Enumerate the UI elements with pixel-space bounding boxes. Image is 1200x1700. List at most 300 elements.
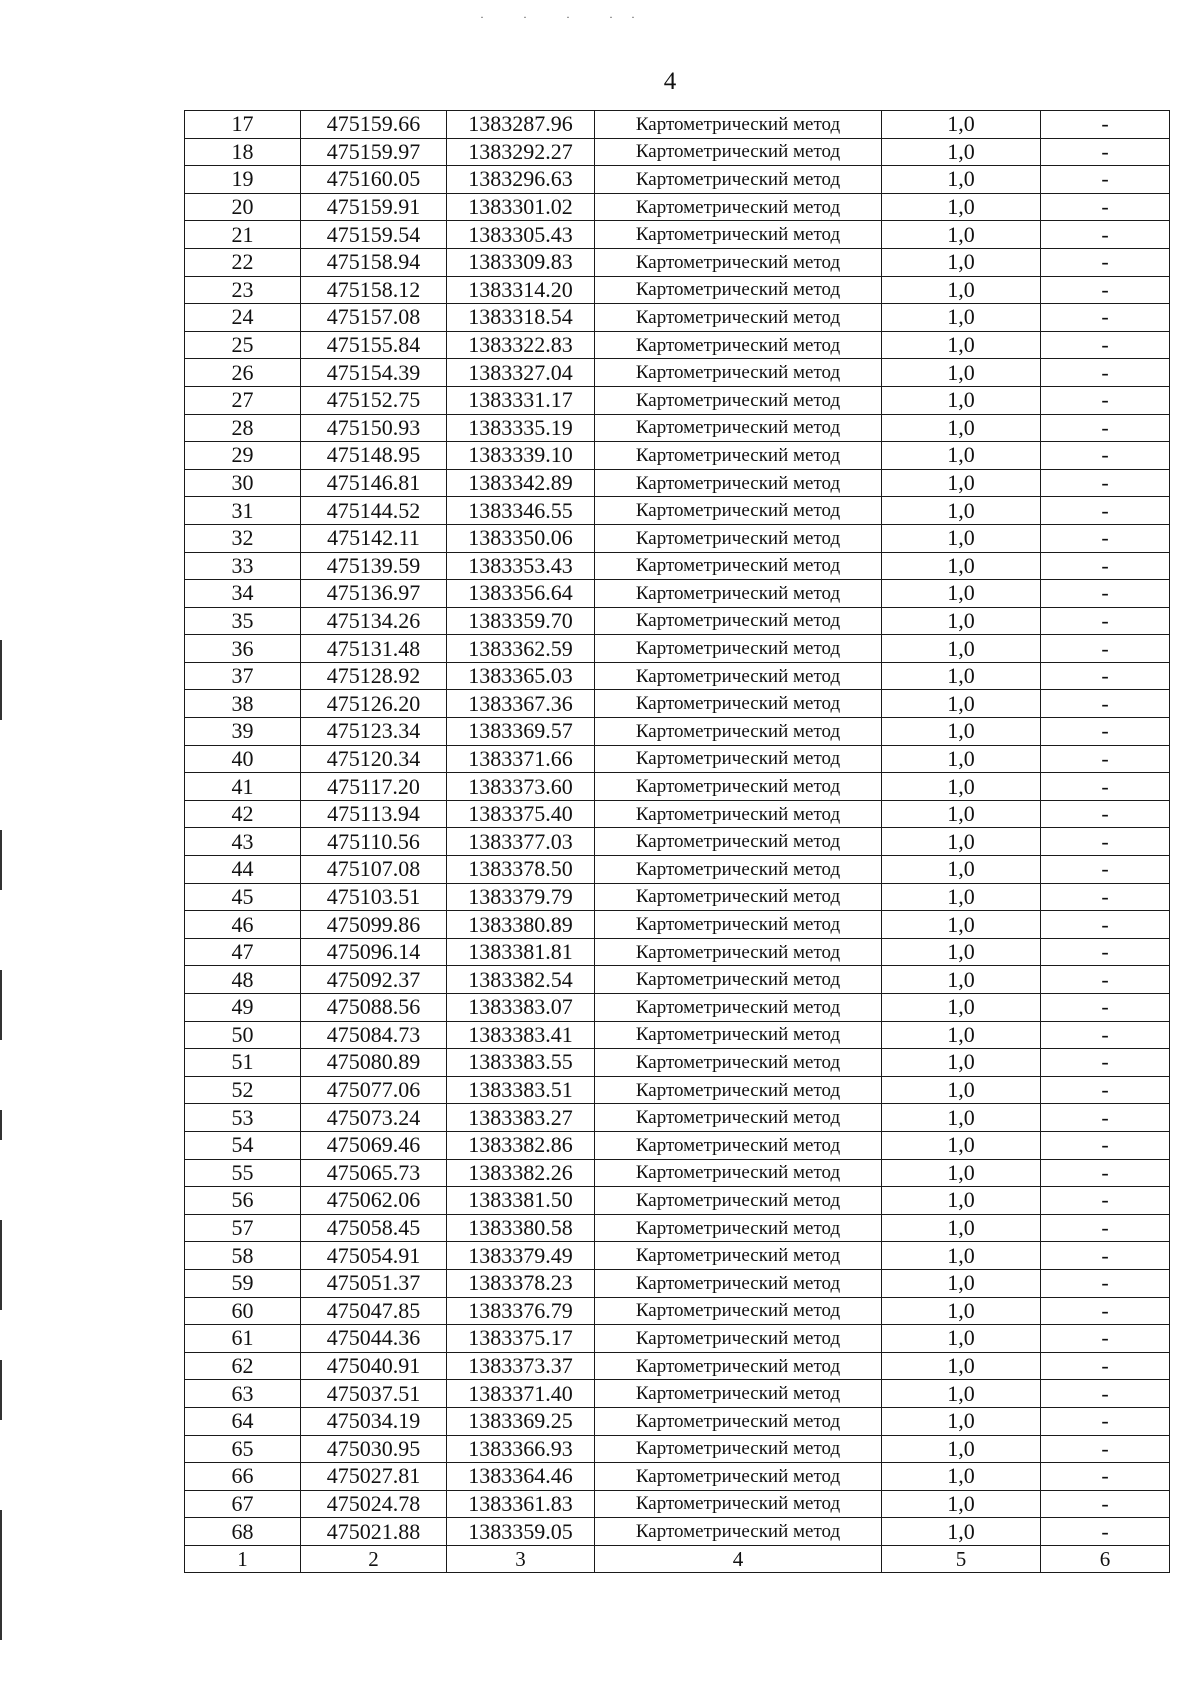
accuracy: 1,0 [882,966,1041,994]
determination-method: Картометрический метод [595,994,882,1022]
determination-method: Картометрический метод [595,1214,882,1242]
accuracy: 1,0 [882,193,1041,221]
determination-method: Картометрический метод [595,111,882,139]
point-number: 33 [185,552,301,580]
point-number: 58 [185,1242,301,1270]
determination-method: Картометрический метод [595,166,882,194]
coordinate-y: 1383371.66 [447,745,595,773]
point-number: 60 [185,1297,301,1325]
note: - [1041,607,1170,635]
note: - [1041,1380,1170,1408]
coordinate-y: 1383327.04 [447,359,595,387]
point-number: 30 [185,469,301,497]
determination-method: Картометрический метод [595,552,882,580]
point-number: 48 [185,966,301,994]
table-row [185,524,1170,552]
coordinate-x: 475160.05 [301,166,447,194]
coordinate-y: 1383335.19 [447,414,595,442]
accuracy: 1,0 [882,1187,1041,1215]
note: - [1041,1435,1170,1463]
accuracy: 1,0 [882,111,1041,139]
coordinate-x: 475159.66 [301,111,447,139]
point-number: 47 [185,938,301,966]
accuracy: 1,0 [882,800,1041,828]
determination-method: Картометрический метод [595,524,882,552]
accuracy: 1,0 [882,1021,1041,1049]
determination-method: Картометрический метод [595,883,882,911]
scan-artifact: · · · ·· [480,10,653,24]
note: - [1041,1325,1170,1353]
coordinate-x: 475058.45 [301,1214,447,1242]
determination-method: Картометрический метод [595,414,882,442]
note: - [1041,442,1170,470]
table-row [185,414,1170,442]
coordinate-y: 1383382.54 [447,966,595,994]
point-number: 54 [185,1131,301,1159]
table-row [185,883,1170,911]
accuracy: 1,0 [882,1490,1041,1518]
determination-method: Картометрический метод [595,1269,882,1297]
coordinate-y: 1383378.50 [447,856,595,884]
coordinate-y: 1383359.05 [447,1518,595,1546]
table-row [185,1104,1170,1132]
accuracy: 1,0 [882,607,1041,635]
point-number: 46 [185,911,301,939]
table-row [185,221,1170,249]
table-row [185,552,1170,580]
determination-method: Картометрический метод [595,359,882,387]
determination-method: Картометрический метод [595,1159,882,1187]
determination-method: Картометрический метод [595,966,882,994]
coordinate-x: 475040.91 [301,1352,447,1380]
note: - [1041,1407,1170,1435]
table-row [185,166,1170,194]
coordinate-x: 475139.59 [301,552,447,580]
coordinate-x: 475120.34 [301,745,447,773]
accuracy: 1,0 [882,469,1041,497]
coordinate-y: 1383350.06 [447,524,595,552]
determination-method: Картометрический метод [595,911,882,939]
coordinate-x: 475099.86 [301,911,447,939]
note: - [1041,635,1170,663]
note: - [1041,1187,1170,1215]
table-row [185,1352,1170,1380]
note: - [1041,662,1170,690]
coordinate-x: 475096.14 [301,938,447,966]
coordinate-x: 475062.06 [301,1187,447,1215]
table-row [185,276,1170,304]
coordinate-x: 475110.56 [301,828,447,856]
coordinate-x: 475142.11 [301,524,447,552]
accuracy: 1,0 [882,1214,1041,1242]
note: - [1041,966,1170,994]
note: - [1041,994,1170,1022]
point-number: 19 [185,166,301,194]
coordinate-y: 1383373.60 [447,773,595,801]
determination-method: Картометрический метод [595,773,882,801]
determination-method: Картометрический метод [595,193,882,221]
determination-method: Картометрический метод [595,1380,882,1408]
coordinate-y: 1383375.17 [447,1325,595,1353]
accuracy: 1,0 [882,1049,1041,1077]
table-row [185,469,1170,497]
determination-method: Картометрический метод [595,856,882,884]
coordinate-y: 1383365.03 [447,662,595,690]
determination-method: Картометрический метод [595,938,882,966]
note: - [1041,773,1170,801]
coordinate-y: 1383369.25 [447,1407,595,1435]
coordinate-y: 1383371.40 [447,1380,595,1408]
coordinate-x: 475159.54 [301,221,447,249]
coordinate-y: 1383377.03 [447,828,595,856]
note: - [1041,497,1170,525]
point-number: 20 [185,193,301,221]
note: - [1041,1490,1170,1518]
column-number: 3 [447,1545,595,1573]
coordinate-x: 475088.56 [301,994,447,1022]
accuracy: 1,0 [882,718,1041,746]
coordinate-x: 475158.94 [301,248,447,276]
coordinate-x: 475027.81 [301,1463,447,1491]
coordinate-x: 475158.12 [301,276,447,304]
note: - [1041,1297,1170,1325]
coordinate-x: 475148.95 [301,442,447,470]
determination-method: Картометрический метод [595,304,882,332]
point-number: 51 [185,1049,301,1077]
coordinate-x: 475037.51 [301,1380,447,1408]
table-row [185,1214,1170,1242]
coordinate-y: 1383296.63 [447,166,595,194]
coordinate-y: 1383292.27 [447,138,595,166]
note: - [1041,1049,1170,1077]
coordinate-y: 1383373.37 [447,1352,595,1380]
determination-method: Картометрический метод [595,1518,882,1546]
table-body [185,111,1170,1546]
accuracy: 1,0 [882,938,1041,966]
point-number: 24 [185,304,301,332]
coordinate-x: 475159.97 [301,138,447,166]
column-number: 1 [185,1545,301,1573]
point-number: 45 [185,883,301,911]
coordinate-y: 1383314.20 [447,276,595,304]
table-row [185,800,1170,828]
table-row [185,1463,1170,1491]
coordinate-y: 1383383.41 [447,1021,595,1049]
determination-method: Картометрический метод [595,580,882,608]
coordinate-x: 475146.81 [301,469,447,497]
coordinates-table [184,110,1170,1573]
coordinate-y: 1383381.50 [447,1187,595,1215]
accuracy: 1,0 [882,883,1041,911]
coordinate-y: 1383364.46 [447,1463,595,1491]
table-row [185,690,1170,718]
determination-method: Картометрический метод [595,1407,882,1435]
accuracy: 1,0 [882,1380,1041,1408]
accuracy: 1,0 [882,1325,1041,1353]
coordinate-y: 1383379.49 [447,1242,595,1270]
accuracy: 1,0 [882,552,1041,580]
accuracy: 1,0 [882,414,1041,442]
coordinate-y: 1383381.81 [447,938,595,966]
coordinate-x: 475030.95 [301,1435,447,1463]
determination-method: Картометрический метод [595,690,882,718]
table-row [185,193,1170,221]
note: - [1041,359,1170,387]
note: - [1041,1159,1170,1187]
point-number: 18 [185,138,301,166]
coordinate-y: 1383361.83 [447,1490,595,1518]
table-row [185,1435,1170,1463]
coordinate-x: 475154.39 [301,359,447,387]
determination-method: Картометрический метод [595,718,882,746]
point-number: 17 [185,111,301,139]
determination-method: Картометрический метод [595,1049,882,1077]
table-row [185,1131,1170,1159]
coordinate-x: 475134.26 [301,607,447,635]
note: - [1041,221,1170,249]
accuracy: 1,0 [882,331,1041,359]
note: - [1041,745,1170,773]
coordinate-x: 475065.73 [301,1159,447,1187]
determination-method: Картометрический метод [595,442,882,470]
accuracy: 1,0 [882,1269,1041,1297]
point-number: 35 [185,607,301,635]
coordinate-y: 1383331.17 [447,386,595,414]
column-number: 5 [882,1545,1041,1573]
coordinate-y: 1383379.79 [447,883,595,911]
coordinate-x: 475152.75 [301,386,447,414]
point-number: 26 [185,359,301,387]
coordinate-x: 475092.37 [301,966,447,994]
accuracy: 1,0 [882,1242,1041,1270]
coordinate-x: 475126.20 [301,690,447,718]
point-number: 61 [185,1325,301,1353]
table-row [185,607,1170,635]
coordinate-x: 475077.06 [301,1076,447,1104]
accuracy: 1,0 [882,773,1041,801]
determination-method: Картометрический метод [595,1104,882,1132]
coordinate-x: 475123.34 [301,718,447,746]
coordinate-x: 475034.19 [301,1407,447,1435]
point-number: 63 [185,1380,301,1408]
point-number: 28 [185,414,301,442]
coordinate-y: 1383383.07 [447,994,595,1022]
coordinate-x: 475150.93 [301,414,447,442]
coordinate-x: 475073.24 [301,1104,447,1132]
table-row [185,138,1170,166]
table-row [185,1187,1170,1215]
coordinate-x: 475054.91 [301,1242,447,1270]
coordinate-y: 1383380.58 [447,1214,595,1242]
coordinate-x: 475084.73 [301,1021,447,1049]
note: - [1041,856,1170,884]
coordinate-y: 1383301.02 [447,193,595,221]
table-row [185,1407,1170,1435]
coordinate-x: 475047.85 [301,1297,447,1325]
note: - [1041,580,1170,608]
page-number: 4 [663,68,677,95]
determination-method: Картометрический метод [595,1131,882,1159]
coordinate-y: 1383375.40 [447,800,595,828]
determination-method: Картометрический метод [595,1435,882,1463]
point-number: 25 [185,331,301,359]
determination-method: Картометрический метод [595,1187,882,1215]
coordinate-y: 1383366.93 [447,1435,595,1463]
coordinate-y: 1383378.23 [447,1269,595,1297]
table-row [185,1380,1170,1408]
accuracy: 1,0 [882,1076,1041,1104]
accuracy: 1,0 [882,994,1041,1022]
accuracy: 1,0 [882,911,1041,939]
note: - [1041,1269,1170,1297]
point-number: 38 [185,690,301,718]
table-row [185,1159,1170,1187]
scan-edge-marks [0,640,3,1660]
table-row [185,497,1170,525]
table-row [185,1518,1170,1546]
note: - [1041,1242,1170,1270]
note: - [1041,883,1170,911]
table-row [185,773,1170,801]
column-number: 6 [1041,1545,1170,1573]
note: - [1041,524,1170,552]
coordinate-y: 1383339.10 [447,442,595,470]
coordinate-y: 1383359.70 [447,607,595,635]
coordinate-y: 1383382.26 [447,1159,595,1187]
point-number: 21 [185,221,301,249]
accuracy: 1,0 [882,1159,1041,1187]
note: - [1041,552,1170,580]
coordinate-y: 1383380.89 [447,911,595,939]
accuracy: 1,0 [882,359,1041,387]
coordinate-y: 1383322.83 [447,331,595,359]
note: - [1041,166,1170,194]
coordinate-y: 1383383.55 [447,1049,595,1077]
column-number: 4 [595,1545,882,1573]
table-row [185,994,1170,1022]
table-row [185,911,1170,939]
note: - [1041,1463,1170,1491]
note: - [1041,1021,1170,1049]
determination-method: Картометрический метод [595,1076,882,1104]
note: - [1041,1518,1170,1546]
determination-method: Картометрический метод [595,469,882,497]
accuracy: 1,0 [882,1131,1041,1159]
point-number: 52 [185,1076,301,1104]
coordinate-y: 1383367.36 [447,690,595,718]
note: - [1041,469,1170,497]
coordinate-y: 1383382.86 [447,1131,595,1159]
determination-method: Картометрический метод [595,635,882,663]
note: - [1041,1076,1170,1104]
point-number: 68 [185,1518,301,1546]
accuracy: 1,0 [882,248,1041,276]
accuracy: 1,0 [882,856,1041,884]
table-row [185,938,1170,966]
determination-method: Картометрический метод [595,276,882,304]
determination-method: Картометрический метод [595,1352,882,1380]
table-row [185,248,1170,276]
note: - [1041,193,1170,221]
coordinate-x: 475159.91 [301,193,447,221]
table-row [185,1297,1170,1325]
coordinate-x: 475021.88 [301,1518,447,1546]
determination-method: Картометрический метод [595,331,882,359]
determination-method: Картометрический метод [595,1021,882,1049]
coordinate-y: 1383342.89 [447,469,595,497]
table-row [185,386,1170,414]
coordinate-y: 1383346.55 [447,497,595,525]
point-number: 57 [185,1214,301,1242]
table-row [185,1269,1170,1297]
table-row [185,442,1170,470]
point-number: 66 [185,1463,301,1491]
note: - [1041,911,1170,939]
note: - [1041,1104,1170,1132]
note: - [1041,248,1170,276]
accuracy: 1,0 [882,442,1041,470]
determination-method: Картометрический метод [595,745,882,773]
accuracy: 1,0 [882,524,1041,552]
coordinate-x: 475155.84 [301,331,447,359]
point-number: 37 [185,662,301,690]
accuracy: 1,0 [882,304,1041,332]
note: - [1041,800,1170,828]
table-row [185,635,1170,663]
point-number: 55 [185,1159,301,1187]
accuracy: 1,0 [882,1407,1041,1435]
accuracy: 1,0 [882,662,1041,690]
coordinate-x: 475157.08 [301,304,447,332]
table-row [185,1076,1170,1104]
note: - [1041,1131,1170,1159]
point-number: 40 [185,745,301,773]
note: - [1041,331,1170,359]
accuracy: 1,0 [882,1435,1041,1463]
accuracy: 1,0 [882,1297,1041,1325]
determination-method: Картометрический метод [595,1242,882,1270]
table-row [185,828,1170,856]
determination-method: Картометрический метод [595,662,882,690]
determination-method: Картометрический метод [595,828,882,856]
accuracy: 1,0 [882,828,1041,856]
note: - [1041,690,1170,718]
table-row [185,966,1170,994]
point-number: 49 [185,994,301,1022]
table-row [185,1049,1170,1077]
determination-method: Картометрический метод [595,607,882,635]
accuracy: 1,0 [882,580,1041,608]
determination-method: Картометрический метод [595,1297,882,1325]
table-row [185,304,1170,332]
determination-method: Картометрический метод [595,1490,882,1518]
point-number: 36 [185,635,301,663]
accuracy: 1,0 [882,635,1041,663]
coordinate-y: 1383287.96 [447,111,595,139]
accuracy: 1,0 [882,166,1041,194]
coordinate-y: 1383369.57 [447,718,595,746]
point-number: 64 [185,1407,301,1435]
note: - [1041,1352,1170,1380]
accuracy: 1,0 [882,1463,1041,1491]
note: - [1041,414,1170,442]
table-row [185,331,1170,359]
determination-method: Картометрический метод [595,248,882,276]
coordinate-y: 1383353.43 [447,552,595,580]
coordinate-x: 475080.89 [301,1049,447,1077]
determination-method: Картометрический метод [595,1463,882,1491]
coordinate-y: 1383362.59 [447,635,595,663]
